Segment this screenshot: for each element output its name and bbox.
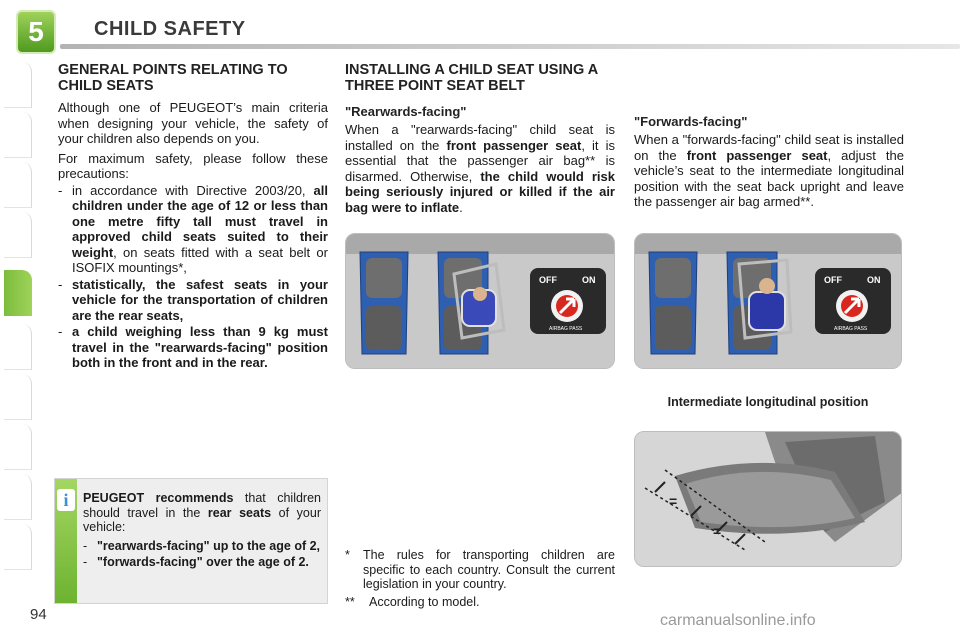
chapter-badge: 5: [16, 10, 56, 54]
precaution-text: in accordance with Directive 2003/20,: [72, 182, 314, 198]
precaution-item: - in accordance with Directive 2003/20, all children under the age of 12 or less than one metre fifty tall must travel in approved child seats suited to their weight, on seats fitted with a seat belt or ISOFIX mountings*,: [58, 182, 328, 275]
chapter-tab[interactable]: [4, 474, 32, 520]
recommendation-detail: up to the age of 2,: [209, 538, 321, 553]
recommendation-text: [83, 491, 321, 570]
recommendation-detail: over the age of 2.: [202, 555, 309, 569]
forwards-facing-text: [634, 132, 904, 210]
chapter-tab[interactable]: [4, 324, 32, 370]
airbag-off-label: OFF: [824, 275, 842, 285]
forwards-facing-heading: "Forwards-facing": [634, 114, 748, 129]
chapter-tab[interactable]: [4, 162, 32, 208]
rearwards-text-part: When a "rearwards-facing" child seat is installed on the: [345, 122, 615, 153]
seat-position-caption: Intermediate longitudinal position: [667, 395, 869, 409]
intro-paragraph: Although one of PEUGEOT’s main criteria when designing your vehicle, the safety of your children also depends on you.: [58, 100, 328, 146]
page-title: CHILD SAFETY: [94, 18, 246, 40]
precaution-item: - statistically, the safest seats in your vehicle for the transportation of children are the rear seats,: [58, 276, 328, 323]
rearwards-warning: the child would risk being seriously injured or killed if the air bag were to inflate: [345, 168, 615, 215]
airbag-off-label: OFF: [539, 275, 557, 285]
header-rule: [60, 44, 960, 49]
recommendation-item: - "forwards-facing" over the age of 2.: [83, 555, 309, 569]
chapter-tab[interactable]: [4, 212, 32, 258]
precaution-item: - a child weighing less than 9 kg must travel in the "rearwards-facing" position both in the front and in the rear.: [58, 324, 328, 370]
recommendation-text-part: that children should travel in the: [83, 491, 322, 520]
recommendation-item: - "rearwards-facing" up to the age of 2,: [83, 538, 321, 553]
chapter-tab-active[interactable]: [4, 270, 32, 316]
footnote-text: The rules for transporting children are specific to each country. Consult the current legislation in your country.: [363, 548, 615, 591]
precaution-text: , on seats fitted with a seat belt or ISOFIX mountings*,: [72, 244, 328, 275]
chapter-tab[interactable]: [4, 524, 32, 570]
seat-rail-image: [635, 432, 902, 567]
installing-section: [345, 62, 615, 215]
forwards-facing-section: [634, 114, 904, 210]
general-points-heading: GENERAL POINTS RELATING TO CHILD SEATS: [58, 62, 288, 94]
chapter-tabs: [0, 62, 34, 582]
precaution-emphasis: statistically, the safest seats in your vehicle for the transportation of children are the rear seats,: [72, 276, 328, 323]
airbag-pass-label: AIRBAG PASS: [834, 326, 868, 332]
info-strip: [55, 479, 77, 603]
seat-position-illustration: [634, 431, 902, 567]
recommendation-text-part: of your vehicle:: [83, 505, 322, 534]
airbag-on-label: ON: [582, 275, 596, 285]
watermark: carmanualsonline.info: [660, 612, 816, 629]
rearwards-seat-image: [346, 234, 615, 369]
rearwards-facing-heading: "Rearwards-facing": [345, 104, 467, 119]
airbag-pass-label: AIRBAG PASS: [549, 326, 583, 332]
recommendation-box: [54, 478, 328, 604]
svg-text:=: =: [669, 493, 678, 509]
installing-heading: INSTALLING A CHILD SEAT USING A THREE POINT SEAT BELT: [345, 62, 598, 94]
chapter-tab[interactable]: [4, 424, 32, 470]
airbag-on-label: ON: [867, 275, 881, 285]
page-header: [0, 0, 960, 58]
rearwards-facing-illustration: [345, 233, 615, 369]
precautions-paragraph: For maximum safety, please follow these precautions:: [58, 150, 328, 181]
rearwards-text-part: .: [459, 199, 463, 215]
forwards-seat-image: [635, 234, 902, 369]
footnotes: [345, 548, 615, 609]
general-points-section: [58, 62, 328, 371]
recommendation-emphasis: "forwards-facing": [97, 555, 203, 569]
recommendation-emphasis: rear seats: [207, 505, 272, 520]
footnote: [345, 595, 615, 610]
recommendation-emphasis: "rearwards-facing": [97, 538, 210, 553]
chapter-tab[interactable]: [4, 62, 32, 108]
forwards-facing-illustration: [634, 233, 902, 369]
footnote-mark: *: [345, 548, 350, 562]
forwards-text-part: When a "forwards-facing" child seat is installed on the: [634, 132, 904, 163]
rearwards-facing-text: [345, 122, 615, 215]
forwards-emphasis: front passenger seat: [686, 147, 828, 163]
footnote: [345, 548, 615, 592]
page-number: 94: [30, 606, 47, 623]
recommendation-emphasis: PEUGEOT recommends: [83, 491, 234, 505]
precaution-emphasis: a child weighing less than 9 kg must travel in the "rearwards-facing" position both in the front and in the rear.: [72, 324, 328, 370]
rearwards-emphasis: front passenger seat: [446, 137, 582, 153]
footnote-text: According to model.: [369, 594, 480, 609]
chapter-tab[interactable]: [4, 374, 32, 420]
svg-text:=: =: [713, 523, 722, 539]
precaution-emphasis: all children under the age of 12 or less than one metre fifty tall must travel in approved child seats suited to their weight: [72, 182, 328, 260]
footnote-mark: **: [345, 594, 355, 609]
rearwards-text-part: , it is essential that the passenger air bag** is disarmed. Otherwise,: [345, 137, 615, 184]
chapter-tab[interactable]: [4, 112, 32, 158]
info-icon: i: [57, 489, 75, 511]
forwards-text-part: , adjust the vehicle’s seat to the intermediate longitudinal position with the seat back upright and leave the passenger air bag armed**.: [634, 147, 904, 209]
